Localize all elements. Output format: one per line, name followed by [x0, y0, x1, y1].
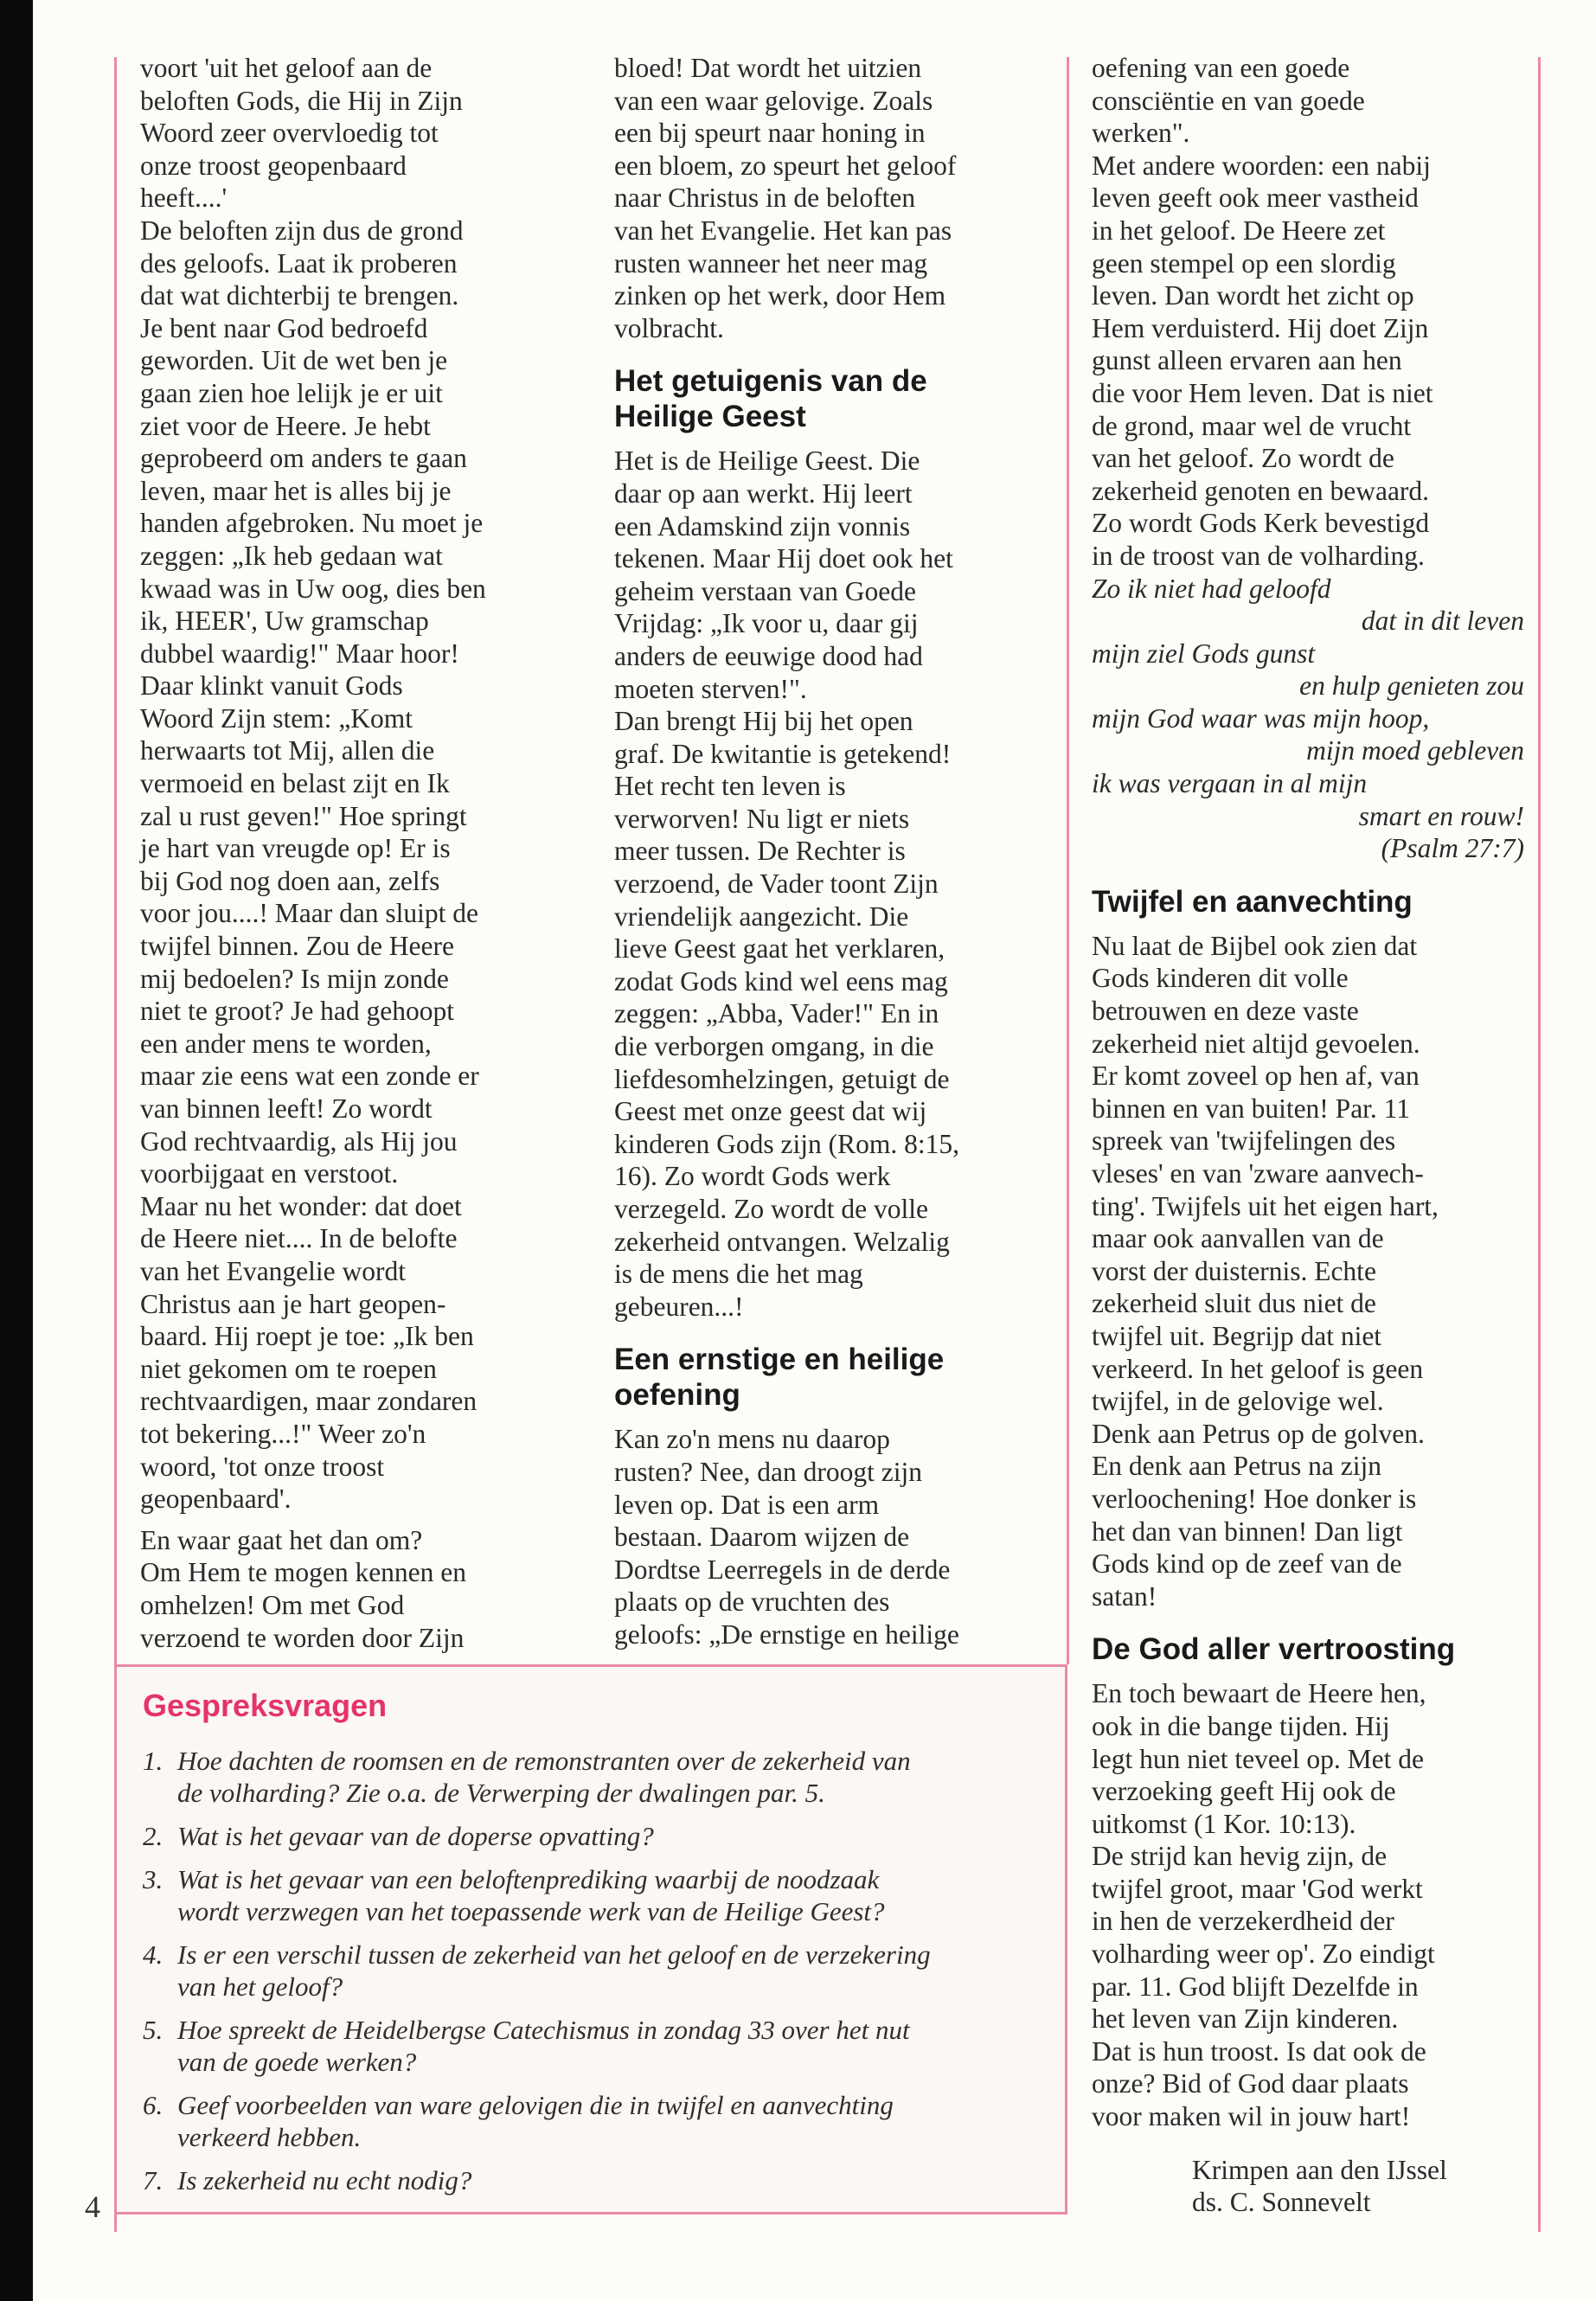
- psalm-line: smart en rouw!: [1358, 800, 1524, 831]
- paragraph: Maar nu het wonder: dat doet de Heere niet.... In de belofte van het Evangelie wordt Christus aan je hart geopen- baard. Hij roept je toe: „Ik ben niet gekomen om te roepen rechtvaardigen, maar zondaren tot bekering...!" Weer zo'n woord, 'tot onze troost geopenbaard'.: [140, 1190, 478, 1515]
- question-text: Wat is het gevaar van een beloftenprediking waarbij de noodzaak wordt verzwegen van het toepassende werk van de Heilige Geest?: [177, 1864, 885, 1926]
- question-text: Is zekerheid nu echt nodig?: [177, 2165, 472, 2195]
- paragraph: En waar gaat het dan om? Om Hem te mogen kennen en omhelzen! Om met God verzoend te worden door Zijn: [140, 1524, 467, 1653]
- psalm-line: Zo ik niet had geloofd: [1092, 573, 1331, 604]
- paragraph: Dan brengt Hij bij het open graf. De kwitantie is getekend! Het recht ten leven is verworven! Nu ligt er niets meer tussen. De Rechter is verzoend, de Vader toont Zijn vriendelijk aangezicht. Die lieve Geest gaat het verklaren, zodat Gods kind wel eens mag zeggen: „Abba, Vader!" En in die verborgen omgang, in die liefdesomhelzingen, getuigt de Geest met onze geest dat wij kinderen Gods zijn (Rom. 8:15, 16). Zo wordt Gods werk verzegeld. Zo wordt de volle zekerheid ontvangen. Welzalig is de mens die het mag gebeuren...!: [614, 706, 959, 1322]
- question-number: 1.: [143, 1746, 163, 1776]
- signature-name: ds. C. Sonnevelt: [1192, 2187, 1371, 2218]
- paragraph: oefening van een goede consciëntie en van goede werken".: [1092, 53, 1365, 149]
- question-number: 3.: [143, 1864, 163, 1894]
- question-item: [143, 1820, 1042, 1852]
- column-1: [140, 52, 573, 1654]
- section-heading: Twijfel en aanvechting: [1092, 884, 1413, 919]
- signature: [1092, 2154, 1524, 2219]
- paragraph: En toch bewaart de Heere hen, ook in die bange tijden. Hij legt hun niet teveel op. Met de verzoeking geeft Hij ook de uitkomst (1 Kor. 10:13). De strijd kan hevig zijn, de twijfel groot, maar 'God werkt in hen de verzekerdheid der volharding weer op'. Zo eindigt par. 11. God blijft Dezelfde in het leven van Zijn kinderen. Dat is hun troost. Is dat ook de onze? Bid of God daar plaats voor maken wil in jouw hart!: [1092, 1678, 1435, 2132]
- section-heading: Het getuigenis van de Heilige Geest: [614, 364, 927, 434]
- column-2: [614, 52, 1055, 1651]
- question-number: 7.: [143, 2165, 163, 2195]
- question-text: Hoe dachten de roomsen en de remonstranten over de zekerheid van de volharding? Zie o.a. de Verwerping der dwalingen par. 5.: [177, 1746, 911, 1808]
- page-edge-bar: [0, 0, 33, 2301]
- middle-rule: [1067, 57, 1069, 1664]
- psalm-line: ik was vergaan in al mijn: [1092, 768, 1368, 799]
- paragraph: Met andere woorden: een nabij leven geeft ook meer vastheid in het geloof. De Heere zet geen stempel op een slordig leven. Dan wordt het zicht op Hem verduisterd. Hij doet Zijn gunst alleen ervaren aan hen die voor Hem leven. Dat is niet de grond, maar wel de vrucht van het geloof. Zo wordt de zekerheid genoten en bewaard. Zo wordt Gods Kerk bevestigd in de troost van de volharding.: [1092, 150, 1433, 571]
- question-text: Is er een verschil tussen de zekerheid van het geloof en de verzekering van het geloof?: [177, 1939, 931, 2002]
- question-item: [143, 2089, 1042, 2153]
- signature-place: Krimpen aan den IJssel: [1192, 2154, 1447, 2185]
- paragraph: Het is de Heilige Geest. Die daar op aan werkt. Hij leert een Adamskind zijn vonnis tekenen. Maar Hij doet ook het geheim verstaan van Goede Vrijdag: „Ik voor u, daar gij anders de eeuwige dood had moeten sterven!".: [614, 445, 953, 704]
- question-item: [143, 1863, 1042, 1927]
- question-number: 4.: [143, 1939, 163, 1970]
- psalm-line: mijn moed gebleven: [1306, 735, 1524, 766]
- question-number: 2.: [143, 1821, 163, 1851]
- question-number: 5.: [143, 2015, 163, 2045]
- question-text: Wat is het gevaar van de doperse opvatting?: [177, 1821, 654, 1851]
- page-number: 4: [85, 2189, 100, 2224]
- question-text: Geef voorbeelden van ware gelovigen die in twijfel en aanvechting verkeerd hebben.: [177, 2090, 894, 2152]
- paragraph: Nu laat de Bijbel ook zien dat Gods kinderen dit volle betrouwen en deze vaste zekerheid niet altijd gevoelen. Er komt zoveel op hen af, van binnen en van buiten! Par. 11 spreek van 'twijfelingen des vleses' en van 'zware aanvech- ting'. Twijfels uit het eigen hart, maar ook aanvallen van de vorst der duisternis. Echte zekerheid sluit dus niet de twijfel uit. Begrijp dat niet verkeerd. In het geloof is geen twijfel, in de gelovige wel. Denk aan Petrus op de golven. En denk aan Petrus na zijn verloochening! Hoe donker is het dan van binnen! Dan ligt Gods kind op de zeef van de satan!: [1092, 930, 1439, 1612]
- paragraph: Kan zo'n mens nu daarop rusten? Nee, dan droogt zijn leven op. Dat is een arm bestaan. Daarom wijzen de Dordtse Leerregels in de derde plaats op de vruchten des geloofs: „De ernstige en heilige: [614, 1424, 959, 1650]
- psalm-line: en hulp genieten zou: [1299, 670, 1524, 702]
- psalm-line: mijn God waar was mijn hoop,: [1092, 702, 1430, 734]
- question-number: 6.: [143, 2090, 163, 2120]
- right-rule: [1538, 57, 1541, 2232]
- section-heading: Een ernstige en heilige oefening: [614, 1343, 945, 1413]
- questions-title: Gespreksvragen: [143, 1688, 388, 1723]
- question-item: [143, 1939, 1042, 2003]
- section-heading: De God aller vertroosting: [1092, 1632, 1456, 1667]
- psalm-line: (Psalm 27:7): [1381, 833, 1524, 864]
- question-item: [143, 2014, 1042, 2078]
- questions-list: [143, 1745, 1042, 2208]
- question-item: [143, 1745, 1042, 1809]
- discussion-questions-box: [114, 1664, 1067, 2214]
- psalm-quote: [1092, 573, 1524, 865]
- column-3: [1092, 52, 1524, 2219]
- psalm-line: dat in dit leven: [1361, 606, 1524, 637]
- question-item: [143, 2164, 1042, 2196]
- question-text: Hoe spreekt de Heidelbergse Catechismus in zondag 33 over het nut van de goede werken?: [177, 2015, 910, 2077]
- paragraph: voort 'uit het geloof aan de beloften Gods, die Hij in Zijn Woord zeer overvloedig tot onze troost geopenbaard heeft....': [140, 53, 463, 214]
- paragraph: De beloften zijn dus de grond des geloofs. Laat ik proberen dat wat dichterbij te brengen. Je bent naar God bedroefd geworden. Uit de wet ben je gaan zien hoe lelijk je er uit ziet voor de Heere. Je hebt geprobeerd om anders te gaan leven, maar het is alles bij je handen afgebroken. Nu moet je zeggen: „Ik heb gedaan wat kwaad was in Uw oog, dies ben ik, HEER', Uw gramschap dubbel waardig!" Maar hoor! Daar klinkt vanuit Gods Woord Zijn stem: „Komt herwaarts tot Mij, allen die vermoeid en belast zijt en Ik zal u rust geven!" Hoe springt je hart van vreugde op! Er is bij God nog doen aan, zelfs voor jou....! Maar dan sluipt de twijfel binnen. Zou de Heere mij bedoelen? Is mijn zonde niet te groot? Je had gehoopt een ander mens te worden, maar zie eens wat een zonde er van binnen leeft! Zo wordt God rechtvaardig, als Hij jou voorbijgaat en verstoot.: [140, 215, 486, 1189]
- paragraph: bloed! Dat wordt het uitzien van een waar gelovige. Zoals een bij speurt naar honing in een bloem, zo speurt het geloof naar Christus in de beloften van het Evangelie. Het kan pas rusten wanneer het neer mag zinken op het werk, door Hem volbracht.: [614, 53, 957, 343]
- psalm-line: mijn ziel Gods gunst: [1092, 638, 1316, 669]
